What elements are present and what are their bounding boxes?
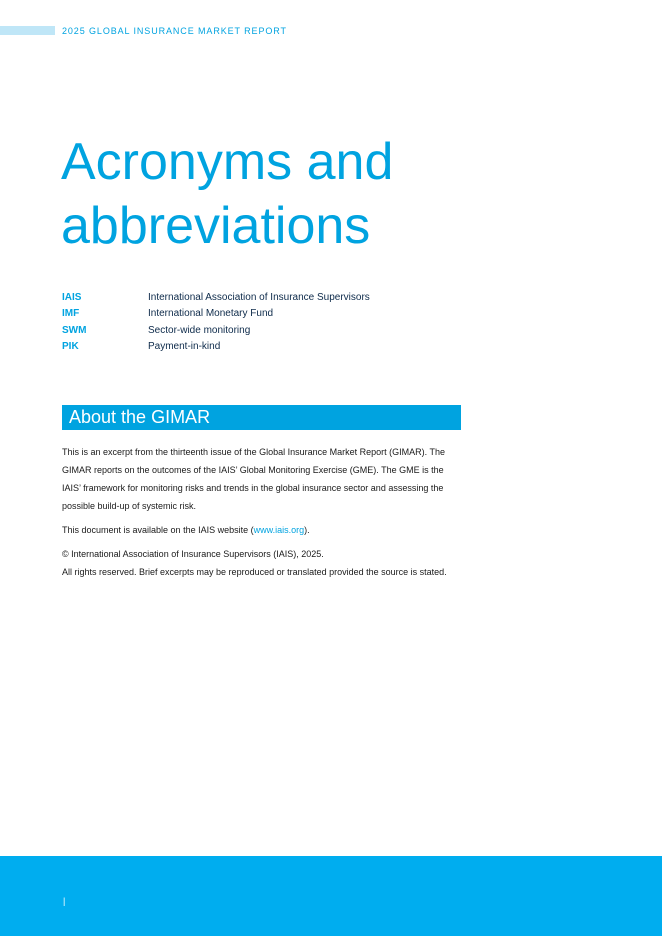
about-section-heading: About the GIMAR (62, 405, 461, 430)
rights-text: All rights reserved. Brief excerpts may be reproduced or translated provided the source is stated. (62, 567, 447, 577)
acronym-definition: International Monetary Fund (148, 308, 274, 320)
acronym-list (62, 289, 582, 355)
acronym-row (62, 306, 582, 323)
page-title (61, 130, 581, 258)
acronym-term: SWM (62, 324, 87, 336)
acronym-row (62, 322, 582, 339)
acronym-term: PIK (62, 341, 79, 353)
availability-suffix: ). (304, 525, 310, 535)
availability-paragraph (62, 521, 462, 539)
header-accent-bar (0, 26, 55, 35)
acronym-row (62, 339, 582, 356)
running-header: 2025 GLOBAL INSURANCE MARKET REPORT (62, 26, 287, 36)
about-section (62, 443, 462, 587)
acronym-definition: Sector-wide monitoring (148, 324, 251, 336)
acronym-definition: Payment-in-kind (148, 341, 221, 353)
acronym-term: IAIS (62, 291, 82, 303)
about-paragraph: This is an excerpt from the thirteenth issue of the Global Insurance Market Report (GIMAR). The GIMAR reports on the outcomes of the IAIS’ Global Monitoring Exercise (GME). The GME is the IAIS’ framework for monitoring risks and trends in the global insurance sector and assessing the possible build-up of systemic risk. (62, 447, 445, 511)
copyright-paragraph (62, 545, 462, 581)
acronym-row (62, 289, 582, 306)
acronym-definition: International Association of Insurance Supervisors (148, 291, 370, 303)
iais-website-link[interactable]: www.iais.org (253, 525, 305, 535)
footer-band (0, 856, 662, 936)
page-number-marker: | (63, 896, 66, 906)
page-title-line-1: Acronyms and (61, 133, 394, 191)
page-title-line-2: abbreviations (61, 197, 371, 255)
copyright-text: © International Association of Insurance Supervisors (IAIS), 2025. (62, 549, 324, 559)
availability-prefix: This document is available on the IAIS website ( (62, 525, 254, 535)
acronym-term: IMF (62, 308, 80, 320)
